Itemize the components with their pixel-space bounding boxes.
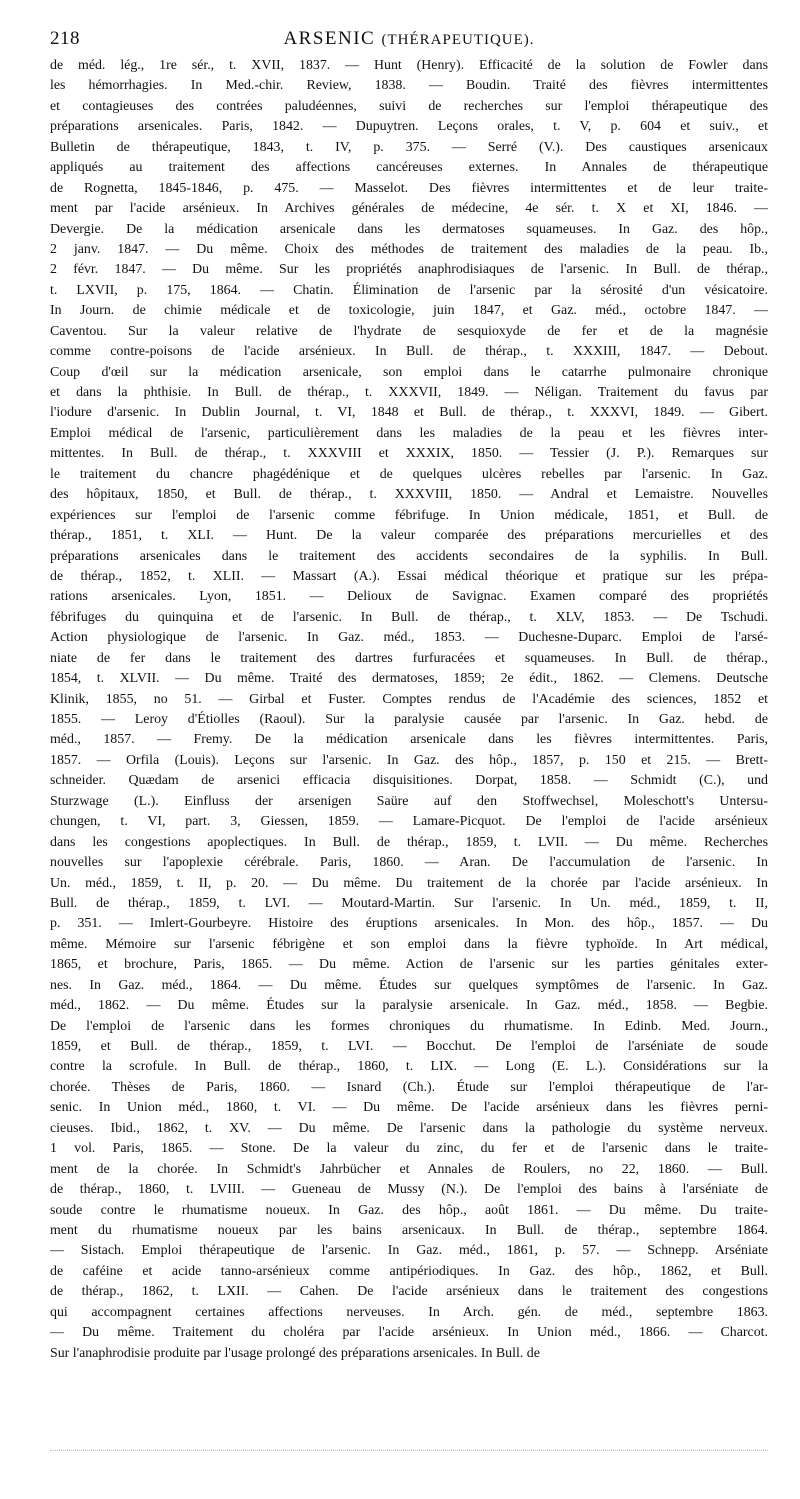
text-line: p. 351. — Imlert-Gourbeyre. Histoire des éruptions arsenicales. In Mon. des hôp., 1857. — Du bbox=[50, 916, 768, 932]
text-line: soude contre le rhumatisme noueux. In Gaz. des hôp., août 1861. — Du même. Du traite- bbox=[50, 1202, 768, 1218]
text-line: — Du même. Traitement du choléra par l'acide arsénieux. In Union méd., 1866. — Charcot. bbox=[50, 1325, 768, 1341]
text-line: 1 vol. Paris, 1865. — Stone. De la valeur du zinc, du fer et de l'arsenic dans le traite- bbox=[50, 1141, 768, 1157]
text-line: 1859, et Bull. de thérap., 1859, t. LVI. — Bocchut. De l'emploi de l'arséniate de soude bbox=[50, 1039, 768, 1054]
text-line: méd., 1862. — Du même. Études sur la paralysie arsenicale. In Gaz. méd., 1858. — Begbie. bbox=[50, 998, 768, 1014]
text-line: In Journ. de chimie médicale et de toxicologie, juin 1847, et Gaz. méd., octobre 1847. — bbox=[50, 303, 768, 319]
text-line: de Rognetta, 1845-1846, p. 475. — Masselot. Des fièvres intermittentes et de leur traite- bbox=[50, 180, 768, 196]
text-line: le traitement du chancre phagédénique et de quelques ulcères rebelles par l'arsenic. In Gaz. bbox=[50, 466, 768, 482]
text-line: Caventou. Sur la valeur relative de l'hydrate de sesquioxyde de fer et de la magnésie bbox=[50, 323, 768, 339]
text-line: les hémorrhagies. In Med.-chir. Review, 1838. — Boudin. Traité des fièvres intermittentes bbox=[50, 78, 768, 94]
text-line: Bull. de thérap., 1859, t. LVI. — Moutard-Martin. Sur l'arsenic. In Un. méd., 1859, t. II, bbox=[50, 895, 768, 911]
text-line: et contagieuses des contrées paludéennes, suivi de recherches sur l'emploi thérapeutique des bbox=[50, 98, 768, 114]
text-line: contre la scrofule. In Bull. de thérap., 1860, t. LIX. — Long (E. L.). Considérations sur la bbox=[50, 1059, 768, 1075]
text-line: mittentes. In Bull. de thérap., t. XXXVIII et XXXIX, 1850. — Tessier (J. P.). Remarques sur bbox=[50, 446, 768, 462]
text-line: t. LXVII, p. 175, 1864. — Chatin. Élimination de l'arsenic par la sérosité d'un vésicatoire. bbox=[50, 282, 768, 298]
text-line: Sturzwage (L.). Einfluss der arsenigen Saüre auf den Stoffwechsel, Moleschott's Untersu- bbox=[50, 793, 768, 809]
text-line: De l'emploi de l'arsenic dans les formes chroniques du rhumatisme. In Edinb. Med. Journ., bbox=[50, 1018, 768, 1034]
text-line: chungen, t. VI, part. 3, Giessen, 1859. — Lamare-Picquot. De l'emploi de l'acide arsénieux bbox=[50, 814, 768, 830]
text-line: Un. méd., 1859, t. II, p. 20. — Du même. Du traitement de la chorée par l'acide arsénieux. In bbox=[50, 875, 768, 891]
title-sub: (THÉRAPEUTIQUE). bbox=[381, 32, 535, 48]
text-line: ment du rhumatisme noueux par les bains arsenicaux. In Bull. de thérap., septembre 1864. bbox=[50, 1222, 768, 1238]
text-line: ment de la chorée. In Schmidt's Jahrbücher et Annales de Roulers, no 22, 1860. — Bull. bbox=[50, 1161, 768, 1177]
text-line: nouvelles sur l'apoplexie cérébrale. Paris, 1860. — Aran. De l'accumulation de l'arsenic. In bbox=[50, 855, 768, 871]
running-header bbox=[50, 28, 768, 56]
text-line: de thérap., 1862, t. LXII. — Cahen. De l'acide arsénieux dans le traitement des congestions bbox=[50, 1284, 768, 1300]
text-line: de caféine et acide tanno-arsénieux comme antipériodiques. In Gaz. des hôp., 1862, et Bull. bbox=[50, 1263, 768, 1279]
text-line: ment par l'acide arsénieux. In Archives générales de médecine, 4e sér. t. X et XI, 1846. — bbox=[50, 201, 768, 217]
text-line: fébrifuges du quinquina et de l'arsenic. In Bull. de thérap., t. XLV, 1853. — De Tschudi. bbox=[50, 609, 768, 625]
text-line: dans les congestions apoplectiques. In Bull. de thérap., 1859, t. LVII. — Du même. Recherches bbox=[50, 834, 768, 850]
text-line: Sur l'anaphrodisie produite par l'usage prolongé des préparations arsenicales. In Bull. de bbox=[50, 1345, 540, 1361]
text-line: Devergie. De la médication arsenicale dans les dermatoses squameuses. In Gaz. des hôp., bbox=[50, 221, 768, 237]
text-line: 1865, et brochure, Paris, 1865. — Du même. Action de l'arsenic sur les parties génitales exter- bbox=[50, 957, 768, 973]
text-line: niate de fer dans le traitement des dartres furfuracées et squameuses. In Bull. de thérap., bbox=[50, 650, 768, 666]
text-line: Coup d'œil sur la médication arsenicale, son emploi dans le catarrhe pulmonaire chronique bbox=[50, 364, 768, 380]
bibliography-text bbox=[50, 56, 768, 1364]
text-line: cieuses. Ibid., 1862, t. XV. — Du même. De l'arsenic dans la pathologie du système nerveux. bbox=[50, 1120, 768, 1136]
text-line: nes. In Gaz. méd., 1864. — Du même. Études sur quelques symptômes de l'arsenic. In Gaz. bbox=[50, 977, 768, 993]
text-line: et dans la phthisie. In Bull. de thérap., t. XXXVII, 1849. — Néligan. Traitement du favus par bbox=[50, 385, 768, 400]
text-line: préparations arsenicales. Paris, 1842. — Dupuytren. Leçons orales, t. V, p. 604 et suiv., et bbox=[50, 119, 768, 135]
footer-rule bbox=[50, 1450, 768, 1452]
text-line: de thérap., 1852, t. XLII. — Massart (A.). Essai médical théorique et pratique sur les prépa- bbox=[50, 568, 768, 584]
text-line: rations arsenicales. Lyon, 1851. — Delioux de Savignac. Examen comparé des propriétés bbox=[50, 589, 768, 605]
text-line: Action physiologique de l'arsenic. In Gaz. méd., 1853. — Duchesne-Duparc. Emploi de l'arsé- bbox=[50, 630, 768, 646]
title-main: ARSENIC bbox=[283, 28, 376, 49]
text-line: Bulletin de thérapeutique, 1843, t. IV, p. 375. — Serré (V.). Des caustiques arsenicaux bbox=[50, 139, 768, 155]
text-line: de thérap., 1860, t. LVIII. — Gueneau de Mussy (N.). De l'emploi des bains à l'arséniate de bbox=[50, 1182, 768, 1198]
text-line: Emploi médical de l'arsenic, particulièrement dans les maladies de la peau et les fièvres inter- bbox=[50, 425, 768, 441]
text-line: préparations arsenicales dans le traitement des accidents secondaires de la syphilis. In Bull. bbox=[50, 548, 768, 564]
text-line: 2 févr. 1847. — Du même. Sur les propriétés anaphrodisiaques de l'arsenic. In Bull. de thérap., bbox=[50, 262, 768, 278]
text-line: — Sistach. Emploi thérapeutique de l'arsenic. In Gaz. méd., 1861, p. 57. — Schnepp. Arséniate bbox=[50, 1243, 768, 1259]
text-line: qui accompagnent certaines affections nerveuses. In Arch. gén. de méd., septembre 1863. bbox=[50, 1304, 768, 1320]
running-title bbox=[50, 28, 768, 50]
text-line: même. Mémoire sur l'arsenic fébrigène et son emploi dans la fièvre typhoïde. In Art médical, bbox=[50, 936, 768, 952]
text-line: 2 janv. 1847. — Du même. Choix des méthodes de traitement des maladies de la peau. Ib., bbox=[50, 241, 768, 257]
text-line: expériences sur l'emploi de l'arsenic comme fébrifuge. In Union médicale, 1851, et Bull. de bbox=[50, 507, 768, 523]
text-line: Klinik, 1855, no 51. — Girbal et Fuster. Comptes rendus de l'Académie des sciences, 1852 et bbox=[50, 691, 768, 707]
page-number: 218 bbox=[50, 28, 80, 49]
text-line: 1854, t. XLVII. — Du même. Traité des dermatoses, 1859; 2e édit., 1862. — Clemens. Deutsche bbox=[50, 671, 768, 687]
text-line: senic. In Union méd., 1860, t. VI. — Du même. De l'acide arsénieux dans les fièvres perni- bbox=[50, 1100, 768, 1116]
text-line: 1857. — Orfila (Louis). Leçons sur l'arsenic. In Gaz. des hôp., 1857, p. 150 et 215. — Brett- bbox=[50, 752, 768, 768]
page bbox=[50, 28, 768, 1364]
text-line: des hôpitaux, 1850, et Bull. de thérap., t. XXXVIII, 1850. — Andral et Lemaistre. Nouvelles bbox=[50, 487, 768, 503]
text-line: appliqués au traitement des affections cancéreuses externes. In Annales de thérapeutique bbox=[50, 160, 768, 176]
text-line: 1855. — Leroy d'Étiolles (Raoul). Sur la paralysie causée par l'arsenic. In Gaz. hebd. de bbox=[50, 712, 768, 727]
text-line: de méd. lég., 1re sér., t. XVII, 1837. — Hunt (Henry). Efficacité de la solution de Fowler dans bbox=[50, 58, 768, 73]
text-line: schneider. Quædam de arsenici efficacia disquisitiones. Dorpat, 1858. — Schmidt (C.), und bbox=[50, 773, 768, 789]
text-line: thérap., 1851, t. XLI. — Hunt. De la valeur comparée des préparations mercurielles et des bbox=[50, 528, 768, 544]
text-line: chorée. Thèses de Paris, 1860. — Isnard (Ch.). Étude sur l'emploi thérapeutique de l'ar- bbox=[50, 1079, 768, 1095]
text-line: méd., 1857. — Fremy. De la médication arsenicale dans les fièvres intermittentes. Paris, bbox=[50, 732, 768, 748]
text-line: comme contre-poisons de l'acide arsénieux. In Bull. de thérap., t. XXXIII, 1847. — Debout. bbox=[50, 344, 768, 360]
text-line: l'iodure d'arsenic. In Dublin Journal, t. VI, 1848 et Bull. de thérap., t. XXXVI, 1849. — Gibert. bbox=[50, 405, 768, 421]
